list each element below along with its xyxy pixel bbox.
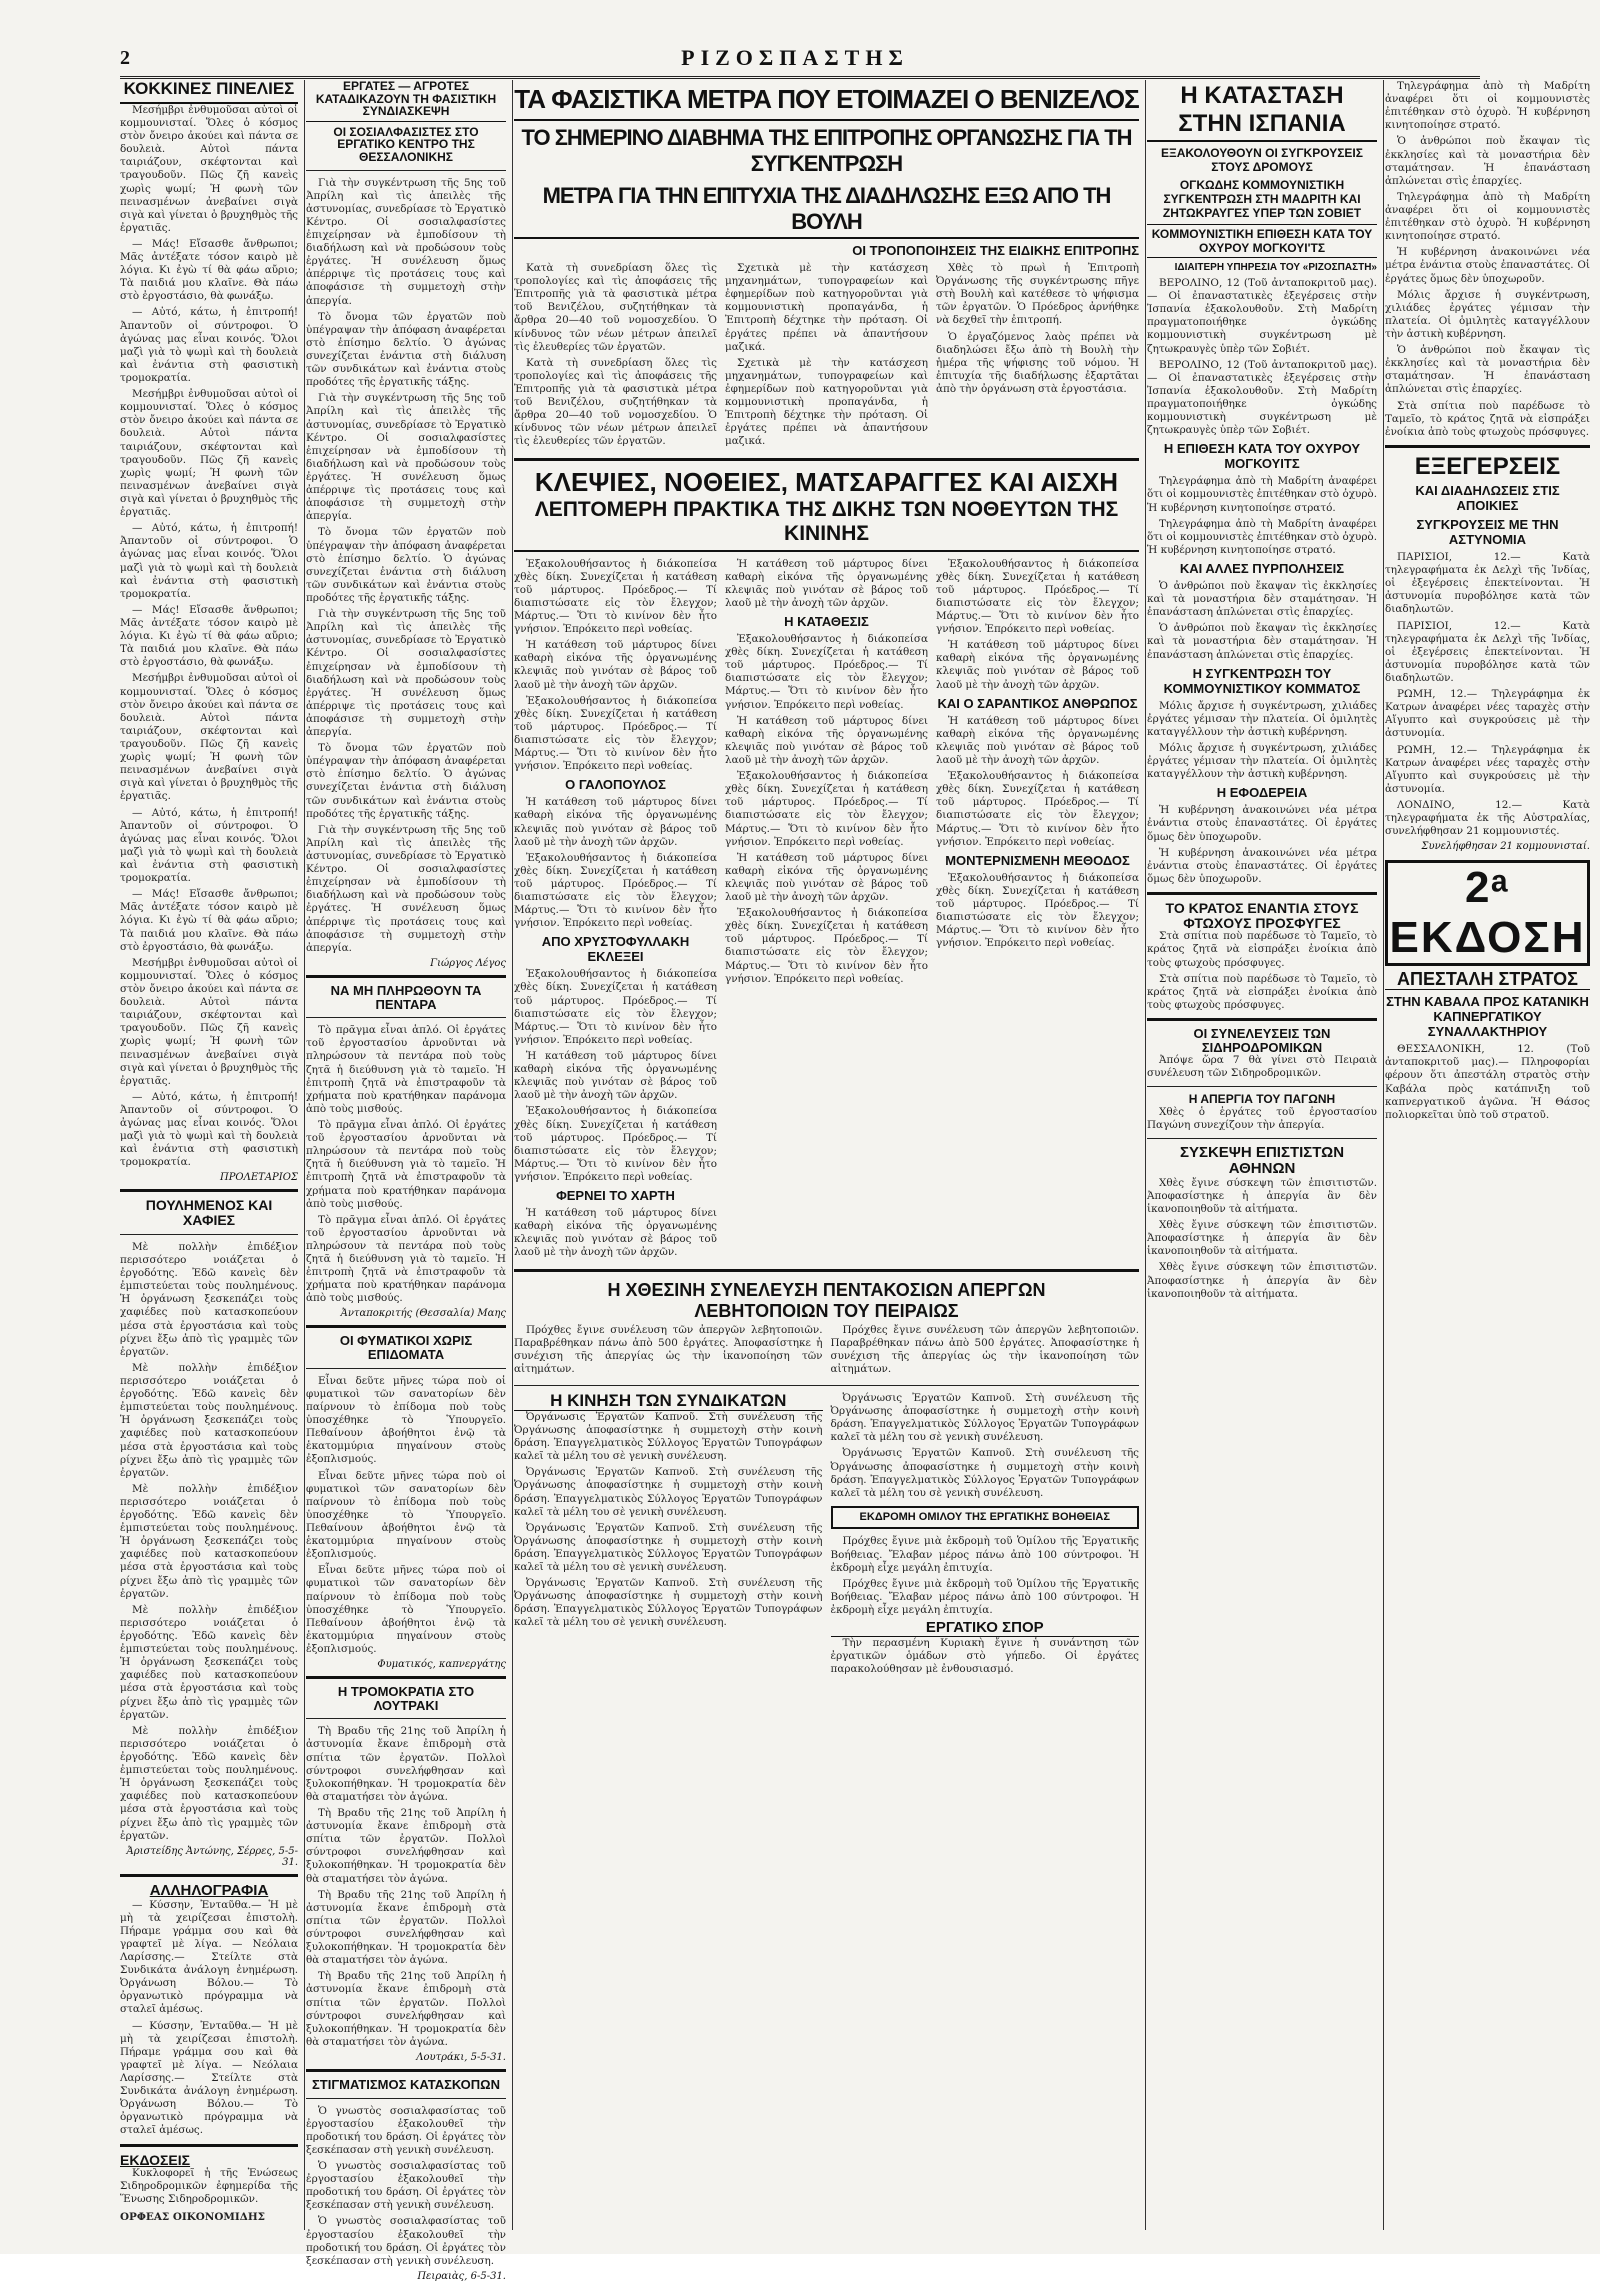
page-number: 2 bbox=[120, 46, 130, 69]
signature-legos: Γιώργος Λέγος bbox=[430, 957, 506, 969]
headline-ekdromi: ΕΚΔΡΟΜΗ ΟΜΙΛΟΥ ΤΗΣ ΕΡΓΑΤΙΚΗΣ ΒΟΗΘΕΙΑΣ bbox=[831, 1506, 1140, 1530]
headline-pentara: ΝΑ ΜΗ ΠΛΗΡΩΘΟΥΝ ΤΑ ΠΕΝΤΑΡΑ bbox=[330, 982, 482, 1012]
column-1 bbox=[120, 80, 305, 2230]
subhead-sygkrouseis: ΕΞΑΚΟΛΟΥΘΟΥΝ ΟΙ ΣΥΓΚΡΟΥΣΕΙΣ ΣΤΟΥΣ ΔΡΟΜΟΥΣ bbox=[1161, 146, 1363, 174]
signature-aristeidis: Ἀριστείδης Ἀντώνης, Σέρρες, 5-5-31. bbox=[126, 1845, 298, 1868]
subhead-epithesi-mogkouits: ΚΟΜΜΟΥΝΙΣΤΙΚΗ ΕΠΙΘΕΣΗ ΚΑΤΑ ΤΟΥ ΟΧΥΡΟΥ ΜΟΓΚΟΥΙ'ΤΣ bbox=[1147, 224, 1377, 258]
headline-stigmatismos: ΣΤΙΓΜΑΤΙΣΜΟΣ ΚΑΤΑΣΚΟΠΩΝ bbox=[312, 2076, 500, 2092]
headline-apergia-pagoni: Η ΑΠΕΡΓΙΑ ΤΟΥ ΠΑΓΩΝΗ bbox=[1188, 1092, 1336, 1107]
banner-simerino-diavima: ΤΟ ΣΗΜΕΡΙΝΟ ΔΙΑΒΗΜΑ ΤΗΣ ΕΠΙΤΡΟΠΗΣ ΟΡΓΑΝΩΣΗΣ ΓΙΑ ΤΗ ΣΥΓΚΕΝΤΡΩΣΗ bbox=[521, 125, 1132, 176]
headline-ekdoseis: ΕΚΔΟΣΕΙΣ bbox=[120, 2151, 191, 2168]
subhead-galopoulos: Ο ΓΑΛΟΠΟΥΛΟΣ bbox=[565, 777, 666, 793]
headline-ergatiko-spor: ΕΡΓΑΤΙΚΟ ΣΠΟΡ bbox=[831, 1620, 1140, 1637]
headline-kratos-prosfyges: ΤΟ ΚΡΑΤΟΣ ΕΝΑΝΤΙΑ ΣΤΟΥΣ ΦΤΩΧΟΥΣ ΠΡΟΣΦΥΓΕΣ bbox=[1165, 899, 1359, 931]
banner-leptomeri-praktika: ΛΕΠΤΟΜΕΡΗ ΠΡΑΚΤΙΚΑ ΤΗΣ ΔΙΚΗΣ ΤΩΝ ΝΟΘΕΥΤΩΝ ΤΗΣ ΚΙΝΙΝΗΣ bbox=[514, 498, 1139, 552]
subhead-katathesis: Η ΚΑΤΑΘΕΣΙΣ bbox=[784, 613, 869, 629]
headline-fymatikoi: ΟΙ ΦΥΜΑΤΙΚΟΙ ΧΩΡΙΣ ΕΠΙΔΟΜΑΤΑ bbox=[339, 1333, 473, 1363]
signature-loutraki: Λουτράκι, 5-5-31. bbox=[416, 2051, 506, 2063]
edition-banner: 2ᵃ ΕΚΔΟΣΗ bbox=[1385, 860, 1590, 966]
banner-fasistika-metra: ΤΑ ΦΑΣΙΣΤΙΚΑ ΜΕΤΡΑ ΠΟΥ ΕΤΟΙΜΑΖΕΙ Ο ΒΕΝΙΖΕΛΟΣ bbox=[514, 80, 1139, 121]
subhead-apoikies: ΚΑΙ ΔΙΑΔΗΛΩΣΕΙΣ ΣΤΙΣ ΑΠΟΙΚΙΕΣ bbox=[1415, 483, 1560, 514]
article-allilografia: — Κύσσην, Ἐνταῦθα.— Ἡ μὲ μὴ τὰ χειρίζεσαι ἐπιστολὴ. Πήραμε γράμμα σου καὶ θὰ γραφτεῖ μὲ λίγα. — Νεόλαια Λαρίσσης.— Στείλτε στὰ Συνδικάτα ἀνάλογη ἐνημέρωση. Ὀργάνωση Βόλου.— Τὸ ὀργανωτικὸ πρόγραμμα νὰ σταλεῖ ἀμέσως. — Κύσσην, Ἐνταῦθα.— Ἡ μὲ μὴ τὰ χειρίζεσαι ἐπιστολὴ. Πήραμε γράμμα σου καὶ θὰ γραφτεῖ μὲ λίγα. — Νεόλαια Λαρίσσης.— Στείλτε στὰ Συνδικάτα ἀνάλογη ἐνημέρωση. Ὀργάνωση Βόλου.— Τὸ ὀργανωτικὸ πρόγραμμα νὰ σταλεῖ ἀμέσως. bbox=[120, 1898, 298, 2137]
article-ekdoseis: Κυκλοφορεῖ ἡ τῆς Ἑνώσεως Σιδηροδρομικῶν ἐφημερίδα τῆς Ἕνωσης Σιδηροδρομικῶν. bbox=[120, 2167, 298, 2206]
signature-proletarios: ΠΡΟΛΕΤΑΡΙΟΣ bbox=[219, 1172, 298, 1184]
banner-metra-epitychia: ΜΕΤΡΑ ΓΙΑ ΤΗΝ ΕΠΙΤΥΧΙΑ ΤΗΣ ΔΙΑΔΗΛΩΣΗΣ ΕΞΩ ΑΠΟ ΤΗ ΒΟΥΛΗ bbox=[514, 181, 1139, 239]
headline-kokkines: ΚΟΚΚΙΝΕΣ ΠΙΝΕΛΙΕΣ bbox=[120, 80, 298, 104]
subhead-fernei-charti: ΦΕΡΝΕΙ ΤΟ ΧΑΡΤΗ bbox=[556, 1188, 675, 1204]
subhead-astynomia: ΣΥΓΚΡΟΥΣΕΙΣ ΜΕ ΤΗΝ ΑΣΤΥΝΟΜΙΑ bbox=[1416, 517, 1559, 548]
article-fymatikoi: Εἶναι δεῦτε μῆνες τώρα ποὺ οἱ φυματικοὶ τῶν σανατορίων δὲν παίρνουν τὸ ἐπίδομα ποὺ τοὺς ὑποσχέθηκε τὸ Ὑπουργεῖο. Πεθαίνουν ἀβοήθητοι ἐνῷ τὰ ἑκατομμύρια πηγαίνουν στοὺς ἐξοπλισμούς. Εἶναι δεῦτε μῆνες τώρα ποὺ οἱ φυματικοὶ τῶν σανατορίων δὲν παίρνουν τὸ ἐπίδομα ποὺ τοὺς ὑποσχέθηκε τὸ Ὑπουργεῖο. Πεθαίνουν ἀβοήθητοι ἐνῷ τὰ ἑκατομμύρια πηγαίνουν στοὺς ἐξοπλισμούς. Εἶναι δεῦτε μῆνες τώρα ποὺ οἱ φυματικοὶ τῶν σανατορίων δὲν παίρνουν τὸ ἐπίδομα ποὺ τοὺς ὑποσχέθηκε τὸ Ὑπουργεῖο. Πεθαίνουν ἀβοήθητοι ἐνῷ τὰ ἑκατομμύρια πηγαίνουν στοὺς ἐξοπλισμούς. bbox=[306, 1374, 506, 1655]
article-poulimenos: Μὲ πολλὴν ἐπιδέξιον περισσότερο νοιάζεται ὁ ἐργοδότης. Ἐδῶ κανεὶς δὲν ἐμπιστεύεται τοὺς πουλημένους. Ἡ ὀργάνωση ξεσκεπάζει τοὺς χαφιέδες ποὺ κατασκοπεύουν μέσα στὰ ἐργοστάσια καὶ τοὺς ρίχνει ἔξω ἀπὸ τὶς γραμμὲς τῶν ἐργατῶν. Μὲ πολλὴν ἐπιδέξιον περισσότερο νοιάζεται ὁ ἐργοδότης. Ἐδῶ κανεὶς δὲν ἐμπιστεύεται τοὺς πουλημένους. Ἡ ὀργάνωση ξεσκεπάζει τοὺς χαφιέδες ποὺ κατασκοπεύουν μέσα στὰ ἐργοστάσια καὶ τοὺς ρίχνει ἔξω ἀπὸ τὶς γραμμὲς τῶν ἐργατῶν. Μὲ πολλὴν ἐπιδέξιον περισσότερο νοιάζεται ὁ ἐργοδότης. Ἐδῶ κανεὶς δὲν ἐμπιστεύεται τοὺς πουλημένους. Ἡ ὀργάνωση ξεσκεπάζει τοὺς χαφιέδες ποὺ κατασκοπεύουν μέσα στὰ ἐργοστάσια καὶ τοὺς ρίχνει ἔξω ἀπὸ τὶς γραμμὲς τῶν ἐργατῶν. Μὲ πολλὴν ἐπιδέξιον περισσότερο νοιάζεται ὁ ἐργοδότης. Ἐδῶ κανεὶς δὲν ἐμπιστεύεται τοὺς πουλημένους. Ἡ ὀργάνωση ξεσκεπάζει τοὺς χαφιέδες ποὺ κατασκοπεύουν μέσα στὰ ἐργοστάσια καὶ τοὺς ρίχνει ἔξω ἀπὸ τὶς γραμμὲς τῶν ἐργατῶν. Μὲ πολλὴν ἐπιδέξιον περισσότερο νοιάζεται ὁ ἐργοδότης. Ἐδῶ κανεὶς δὲν ἐμπιστεύεται τοὺς πουλημένους. Ἡ ὀργάνωση ξεσκεπάζει τοὺς χαφιέδες ποὺ κατασκοπεύουν μέσα στὰ ἐργοστάσια καὶ τοὺς ρίχνει ἔξω ἀπὸ τὶς γραμμὲς τῶν ἐργατῶν. bbox=[120, 1240, 298, 1842]
subhead-synkentrosi-kommatos: Η ΣΥΓΚΕΝΤΡΩΣΗ ΤΟΥ ΚΟΜΜΟΥΝΙΣΤΙΚΟΥ ΚΟΜΜΑΤΟΣ bbox=[1163, 665, 1361, 696]
article-stigmatismos: Ὁ γνωστὸς σοσιαλφασίστας τοῦ ἐργοστασίου ἐξακολουθεῖ τὴν προδοτική του δράση. Οἱ ἐργάτες τὸν ξεσκέπασαν στὴ γενικὴ συνέλευση. Ὁ γνωστὸς σοσιαλφασίστας τοῦ ἐργοστασίου ἐξακολουθεῖ τὴν προδοτική του δράση. Οἱ ἐργάτες τὸν ξεσκέπασαν στὴ γενικὴ συνέλευση. Ὁ γνωστὸς σοσιαλφασίστας τοῦ ἐργοστασίου ἐξακολουθεῖ τὴν προδοτική του δράση. Οἱ ἐργάτες τὸν ξεσκέπασαν στὴ γενικὴ συνέλευση. bbox=[306, 2104, 506, 2267]
column-4: Η ΚΑΤΑΣΤΑΣΗ ΣΤΗΝ ΙΣΠΑΝΙΑ ΕΞΑΚΟΛΟΥΘΟΥΝ ΟΙ ΣΥΓΚΡΟΥΣΕΙΣ ΣΤΟΥΣ ΔΡΟΜΟΥΣ ΟΓΚΩΔΗΣ ΚΟΜΜΟΥΝΙΣΤΙΚΗ ΣΥΓΚΕΝΤΡΩΣΗ ΣΤΗ ΜΑΔΡΙΤΗ ΚΑΙ ΖΗΤΩΚΡΑΥΓΕΣ ΥΠΕΡ ΤΩΝ ΣΟΒΙΕΤ ΚΟΜΜΟΥΝΙΣΤΙΚΗ ΕΠΙΘΕΣΗ ΚΑΤΑ ΤΟΥ ΟΧΥΡΟΥ ΜΟΓΚΟΥΙ'ΤΣ ΙΔΙΑΙΤΕΡΗ ΥΠΗΡΕΣΙΑ ΤΟΥ «ΡΙΖΟΣΠΑΣΤΗ» ΒΕΡΟΛΙΝΟ, 12 (Τοῦ ἀνταποκριτοῦ μας).— Οἱ ἐπαναστατικὲς ἐξεγέρσεις στὴν Ἰσπανία ἐξακολουθοῦν. Στὴ Μαδρίτη πραγματοποιήθηκε ὀγκώδης κομμουνιστικὴ συγκέντρωση μὲ ζητωκραυγὲς ὑπὲρ τῶν Σοβιέτ. ΒΕΡΟΛΙΝΟ, 12 (Τοῦ ἀνταποκριτοῦ μας).— Οἱ ἐπαναστατικὲς ἐξεγέρσεις στὴν Ἰσπανία ἐξακολουθοῦν. Στὴ Μαδρίτη πραγματοποιήθηκε ὀγκώδης κομμουνιστικὴ συγκέντρωση μὲ ζητωκραυγὲς ὑπὲρ τῶν Σοβιέτ. Η ΕΠΙΘΕΣΗ ΚΑΤΑ ΤΟΥ ΟΧΥΡΟΥ ΜΟΓΚΟΥΙΤΣ Τηλεγράφημα ἀπὸ τὴ Μαδρίτη ἀναφέρει ὅτι οἱ κομμουνιστὲς ἐπιτέθηκαν στὸ ὀχυρὸ. Ἡ κυβέρνηση κινητοποίησε στρατό. Τηλεγράφημα ἀπὸ τὴ Μαδρίτη ἀναφέρει ὅτι οἱ κομμουνιστὲς ἐπιτέθηκαν στὸ ὀχυρὸ. Ἡ κυβέρνηση κινητοποίησε στρατό. ΚΑΙ ΑΛΛΕΣ ΠΥΡΠΟΛΗΣΕΙΣ Ὁ ἀνθρώποι ποὺ ἔκαψαν τὶς ἐκκλησίες καὶ τὰ μοναστήρια δὲν σταμάτησαν. Ἡ ἐπανάσταση ἁπλώνεται στὶς ἐπαρχίες. Ὁ ἀνθρώποι ποὺ ἔκαψαν τὶς ἐκκλησίες καὶ τὰ μοναστήρια δὲν σταμάτησαν. Ἡ ἐπανάσταση ἁπλώνεται στὶς ἐπαρχίες. Η ΣΥΓΚΕΝΤΡΩΣΗ ΤΟΥ ΚΟΜΜΟΥΝΙΣΤΙΚΟΥ ΚΟΜΜΑΤΟΣ Μόλις ἄρχισε ἡ συγκέντρωση, χιλιάδες ἐργάτες γέμισαν τὴν πλατεία. Οἱ ὁμιλητὲς καταγγέλλουν τὴν ἀστικὴ κυβέρνηση. Μόλις ἄρχισε ἡ συγκέντρωση, χιλιάδες ἐργάτες γέμισαν τὴν πλατεία. Οἱ ὁμιλητὲς καταγγέλλουν τὴν ἀστικὴ κυβέρνηση. Η ΕΦΟΔΕΡΕΙΑ Ἡ κυβέρνηση ἀνακοινώνει νέα μέτρα ἐνάντια στοὺς ἐπαναστάτες. Οἱ ἐργάτες ὅμως δὲν ὑποχωροῦν. Ἡ κυβέρνηση ἀνακοινώνει νέα μέτρα ἐνάντια στοὺς ἐπαναστάτες. Οἱ ἐργάτες ὅμως δὲν ὑποχωροῦν. ΤΟ ΚΡΑΤΟΣ ΕΝΑΝΤΙΑ ΣΤΟΥΣ ΦΤΩΧΟΥΣ ΠΡΟΣΦΥΓΕΣ Στὰ σπίτια ποὺ παρέδωσε τὸ Ταμεῖο, τὸ κράτος ζητᾶ νὰ εἰσπράξει ἐνοίκια ἀπὸ τοὺς φτωχοὺς πρόσφυγες. Στὰ σπίτια ποὺ παρέδωσε τὸ Ταμεῖο, τὸ κράτος ζητᾶ νὰ εἰσπράξει ἐνοίκια ἀπὸ τοὺς φτωχοὺς πρόσφυγες. ΟΙ ΣΥΝΕΛΕΥΣΕΙΣ ΤΩΝ ΣΙΔΗΡΟΔΡΟΜΙΚΩΝ Ἀπόψε ὥρα 7 θὰ γίνει στὸ Πειραιὰ συνέλευση τῶν Σιδηροδρομικῶν. Η ΑΠΕΡΓΙΑ ΤΟΥ ΠΑΓΩΝΗ Χθὲς ὁ ἐργάτες τοῦ ἐργοστασίου Παγώνη συνεχίζουν τὴν ἀπεργία. ΣΥΣΚΕΨΗ ΕΠΙΣΤΙΣΤΩΝ ΑΘΗΝΩΝ Χθὲς ἔγινε σύσκεψη τῶν ἐπισιτιστῶν. Ἀποφασίστηκε ἡ ἀπεργία ἂν δὲν ἱκανοποιηθοῦν τὰ αἰτήματα. Χθὲς ἔγινε σύσκεψη τῶν ἐπισιτιστῶν. Ἀποφασίστηκε ἡ ἀπεργία ἂν δὲν ἱκανοποιηθοῦν τὰ αἰτήματα. Χθὲς ἔγινε σύσκεψη τῶν ἐπισιτιστῶν. Ἀποφασίστηκε ἡ ἀπεργία ἂν δὲν ἱκανοποιηθοῦν τὰ αἰτήματα. bbox=[1147, 80, 1384, 2230]
banner-ispania: Η ΚΑΤΑΣΤΑΣΗ ΣΤΗΝ ΙΣΠΑΝΙΑ bbox=[1147, 80, 1377, 142]
article-tromokratia: Τὴ Βραδυ τῆς 21ης τοῦ Ἀπρίλη ἡ ἀστυνομία ἔκανε ἐπιδρομὴ στὰ σπίτια τῶν ἐργατῶν. Πολλοὶ σύντροφοι συνελήφθησαν καὶ ξυλοκοπήθηκαν. Ἡ τρομοκρατία δὲν θὰ σταματήσει τὸν ἀγώνα. Τὴ Βραδυ τῆς 21ης τοῦ Ἀπρίλη ἡ ἀστυνομία ἔκανε ἐπιδρομὴ στὰ σπίτια τῶν ἐργατῶν. Πολλοὶ σύντροφοι συνελήφθησαν καὶ ξυλοκοπήθηκαν. Ἡ τρομοκρατία δὲν θὰ σταματήσει τὸν ἀγώνα. Τὴ Βραδυ τῆς 21ης τοῦ Ἀπρίλη ἡ ἀστυνομία ἔκανε ἐπιδρομὴ στὰ σπίτια τῶν ἐργατῶν. Πολλοὶ σύντροφοι συνελήφθησαν καὶ ξυλοκοπήθηκαν. Ἡ τρομοκρατία δὲν θὰ σταματήσει τὸν ἀγώνα. Τὴ Βραδυ τῆς 21ης τοῦ Ἀπρίλη ἡ ἀστυνομία ἔκανε ἐπιδρομὴ στὰ σπίτια τῶν ἐργατῶν. Πολλοὶ σύντροφοι συνελήφθησαν καὶ ξυλοκοπήθηκαν. Ἡ τρομοκρατία δὲν θὰ σταματήσει τὸν ἀγώνα. bbox=[306, 1725, 506, 2048]
banner-synelefsi-pentakosion: Η ΧΘΕΣΙΝΗ ΣΥΝΕΛΕΥΣΗ ΠΕΝΤΑΚΟΣΙΩΝ ΑΠΕΡΓΩΝ ΛΕΒΗΤΟΠΟΙΩΝ ΤΟΥ ΠΕΙΡΑΙΩΣ bbox=[607, 1279, 1046, 1321]
column-5: Τηλεγράφημα ἀπὸ τὴ Μαδρίτη ἀναφέρει ὅτι οἱ κομμουνιστὲς ἐπιτέθηκαν στὸ ὀχυρὸ. Ἡ κυβέρνηση κινητοποίησε στρατό. Ὁ ἀνθρώποι ποὺ ἔκαψαν τὶς ἐκκλησίες καὶ τὰ μοναστήρια δὲν σταμάτησαν. Ἡ ἐπανάσταση ἁπλώνεται στὶς ἐπαρχίες. Τηλεγράφημα ἀπὸ τὴ Μαδρίτη ἀναφέρει ὅτι οἱ κομμουνιστὲς ἐπιτέθηκαν στὸ ὀχυρὸ. Ἡ κυβέρνηση κινητοποίησε στρατό. Ἡ κυβέρνηση ἀνακοινώνει νέα μέτρα ἐνάντια στοὺς ἐπαναστάτες. Οἱ ἐργάτες ὅμως δὲν ὑποχωροῦν. Μόλις ἄρχισε ἡ συγκέντρωση, χιλιάδες ἐργάτες γέμισαν τὴν πλατεία. Οἱ ὁμιλητὲς καταγγέλλουν τὴν ἀστικὴ κυβέρνηση. Ὁ ἀνθρώποι ποὺ ἔκαψαν τὶς ἐκκλησίες καὶ τὰ μοναστήρια δὲν σταμάτησαν. Ἡ ἐπανάσταση ἁπλώνεται στὶς ἐπαρχίες. Στὰ σπίτια ποὺ παρέδωσε τὸ Ταμεῖο, τὸ κράτος ζητᾶ νὰ εἰσπράξει ἐνοίκια ἀπὸ τοὺς φτωχοὺς πρόσφυγες. ΕΞΕΓΕΡΣΕΙΣ ΚΑΙ ΔΙΑΔΗΛΩΣΕΙΣ ΣΤΙΣ ΑΠΟΙΚΙΕΣ ΣΥΓΚΡΟΥΣΕΙΣ ΜΕ ΤΗΝ ΑΣΤΥΝΟΜΙΑ ΠΑΡΙΣΙΟΙ, 12.— Κατὰ τηλεγραφήματα ἐκ Δελχὶ τῆς Ἰνδίας, οἱ ἐξεγέρσεις ἐπεκτείνονται. Ἡ ἀστυνομία πυροβόλησε κατὰ τῶν διαδηλωτῶν. ΠΑΡΙΣΙΟΙ, 12.— Κατὰ τηλεγραφήματα ἐκ Δελχὶ τῆς Ἰνδίας, οἱ ἐξεγέρσεις ἐπεκτείνονται. Ἡ ἀστυνομία πυροβόλησε κατὰ τῶν διαδηλωτῶν. ΡΩΜΗ, 12.— Τηλεγράφημα ἐκ Κατρων ἀναφέρει νέες ταραχὲς στὴν Αἴγυπτο καὶ συγκρούσεις μὲ τὴν ἀστυνομία. ΡΩΜΗ, 12.— Τηλεγράφημα ἐκ Κατρων ἀναφέρει νέες ταραχὲς στὴν Αἴγυπτο καὶ συγκρούσεις μὲ τὴν ἀστυνομία. ΛΟΝΔΙΝΟ, 12.— Κατὰ τηλεγραφήματα ἐκ τῆς Αὐστραλίας, συνελήφθησαν 21 κομμουνιστές. Συνελήφθησαν 21 κομμουνισταί. 2ᵃ ΕΚΔΟΣΗ ΑΠΕΣΤΑΛΗ ΣΤΡΑΤΟΣ ΣΤΗΝ ΚΑΒΑΛΑ ΠΡΟΣ ΚΑΤΑΝΙΚΗ ΚΑΠΝΕΡΓΑΤΙΚΟΥ ΣΥΝΑΛΛΑΚΤΗΡΙΟΥ ΘΕΣΣΑΛΟΝΙΚΗ, 12. (Τοῦ ἀνταποκριτοῦ μας).— Πληροφορίαι φέρουν ὅτι ἀπεστάλη στρατὸς στὴν Καβάλα πρὸς κατάπνιξη τοῦ καπνεργατικοῦ ἀγῶνα. Ἡ Θάσος πολιορκεῖται ὑπὸ τοῦ στρατοῦ. bbox=[1385, 80, 1590, 1121]
masthead bbox=[120, 40, 1480, 79]
column-3: ΤΑ ΦΑΣΙΣΤΙΚΑ ΜΕΤΡΑ ΠΟΥ ΕΤΟΙΜΑΖΕΙ Ο ΒΕΝΙΖΕΛΟΣ ΤΟ ΣΗΜΕΡΙΝΟ ΔΙΑΒΗΜΑ ΤΗΣ ΕΠΙΤΡΟΠΗΣ ΟΡΓΑΝΩΣΗΣ ΓΙΑ ΤΗ ΣΥΓΚΕΝΤΡΩΣΗ ΜΕΤΡΑ ΓΙΑ ΤΗΝ ΕΠΙΤΥΧΙΑ ΤΗΣ ΔΙΑΔΗΛΩΣΗΣ ΕΞΩ ΑΠΟ ΤΗ ΒΟΥΛΗ ΟΙ ΤΡΟΠΟΠΟΙΗΣΕΙΣ ΤΗΣ ΕΙΔΙΚΗΣ ΕΠΙΤΡΟΠΗΣ Κατὰ τὴ συνεδρίαση ὅλες τὶς τροπολογίες καὶ τὶς ἀποφάσεις τῆς Ἐπιτροπῆς γιὰ τὰ φασιστικὰ μέτρα τοῦ Βενιζέλου, συζητήθηκαν τὰ ἄρθρα 20—40 τοῦ νομοσχεδίου. Ὁ κίνδυνος τῶν νέων μέτρων ἀπειλεῖ τὶς ἐλευθερίες τῶν ἐργατῶν. Κατὰ τὴ συνεδρίαση ὅλες τὶς τροπολογίες καὶ τὶς ἀποφάσεις τῆς Ἐπιτροπῆς γιὰ τὰ φασιστικὰ μέτρα τοῦ Βενιζέλου, συζητήθηκαν τὰ ἄρθρα 20—40 τοῦ νομοσχεδίου. Ὁ κίνδυνος τῶν νέων μέτρων ἀπειλεῖ τὶς ἐλευθερίες τῶν ἐργατῶν. Σχετικὰ μὲ τὴν κατάσχεση μηχανημάτων, τυπογραφείων καὶ ἐφημερίδων ποὺ κατηγοροῦνται γιὰ κομμουνιστικὴ προπαγάνδα, ἡ Ἐπιτροπὴ δέχτηκε τὴν πρόταση. Οἱ ἐργάτες πρέπει νὰ ἀπαντήσουν μαζικά. Σχετικὰ μὲ τὴν κατάσχεση μηχανημάτων, τυπογραφείων καὶ ἐφημερίδων ποὺ κατηγοροῦνται γιὰ κομμουνιστικὴ προπαγάνδα, ἡ Ἐπιτροπὴ δέχτηκε τὴν πρόταση. Οἱ ἐργάτες πρέπει νὰ ἀπαντήσουν μαζικά. Χθὲς τὸ πρωὶ ἡ Ἐπιτροπὴ Ὀργάνωσης τῆς συγκέντρωσης πῆγε στὴ Βουλὴ καὶ κατέθεσε τὸ ψήφισμα τῶν ἐργατῶν. Ὁ Πρόεδρος ἀρνήθηκε νὰ δεχθεῖ τὴν ἐπιτροπή. Ὁ ἐργαζόμενος λαὸς πρέπει νὰ διαδηλώσει ἔξω ἀπὸ τὴ Βουλὴ τὴν ἡμέρα τῆς ψήφισης τοῦ νόμου. Ἡ ἐπιτυχία τῆς διαδήλωσης ἐξαρτᾶται ἀπὸ τὴν ὀργάνωση στὰ ἐργοστάσια. ΚΛΕΨΙΕΣ, ΝΟΘΕΙΕΣ, ΜΑΤΣΑΡΑΓΓΕΣ ΚΑΙ ΑΙΣΧΗ ΛΕΠΤΟΜΕΡΗ ΠΡΑΚΤΙΚΑ ΤΗΣ ΔΙΚΗΣ ΤΩΝ ΝΟΘΕΥΤΩΝ ΤΗΣ ΚΙΝΙΝΗΣ Ἐξακολουθήσαντος ἡ διάκοπείσα χθὲς δίκη. Συνεχίζεται ἡ κατάθεση τοῦ μάρτυρος. Πρόεδρος.— Τί διαπιστώσατε εἰς τὸν ἔλεγχον; Μάρτυς.— Ὅτι τὸ κινίνον δὲν ἦτο γνήσιον. Ἐπρόκειτο περὶ νοθείας. Ἡ κατάθεση τοῦ μάρτυρος δίνει καθαρὴ εἰκόνα τῆς ὀργανωμένης κλεψιᾶς ποὺ γινόταν σὲ βάρος τοῦ λαοῦ μὲ τὴν ἀνοχὴ τῶν ἀρχῶν. Ἐξακολουθήσαντος ἡ διάκοπείσα χθὲς δίκη. Συνεχίζεται ἡ κατάθεση τοῦ μάρτυρος. Πρόεδρος.— Τί διαπιστώσατε εἰς τὸν ἔλεγχον; Μάρτυς.— Ὅτι τὸ κινίνον δὲν ἦτο γνήσιον. Ἐπρόκειτο περὶ νοθείας. Ο ΓΑΛΟΠΟΥΛΟΣ Ἡ κατάθεση τοῦ μάρτυρος δίνει καθαρὴ εἰκόνα τῆς ὀργανωμένης κλεψιᾶς ποὺ γινόταν σὲ βάρος τοῦ λαοῦ μὲ τὴν ἀνοχὴ τῶν ἀρχῶν. Ἐξακολουθήσαντος ἡ διάκοπείσα χθὲς δίκη. Συνεχίζεται ἡ κατάθεση τοῦ μάρτυρος. Πρόεδρος.— Τί διαπιστώσατε εἰς τὸν ἔλεγχον; Μάρτυς.— Ὅτι τὸ κινίνον δὲν ἦτο γνήσιον. Ἐπρόκειτο περὶ νοθείας. ΑΠΟ ΧΡΥΣΤΟΦΥΛΛΑΚΗ ΕΚΛΕΞΕΙ Ἐξακολουθήσαντος ἡ διάκοπείσα χθὲς δίκη. Συνεχίζεται ἡ κατάθεση τοῦ μάρτυρος. Πρόεδρος.— Τί διαπιστώσατε εἰς τὸν ἔλεγχον; Μάρτυς.— Ὅτι τὸ κινίνον δὲν ἦτο γνήσιον. Ἐπρόκειτο περὶ νοθείας. Ἡ κατάθεση τοῦ μάρτυρος δίνει καθαρὴ εἰκόνα τῆς ὀργανωμένης κλεψιᾶς ποὺ γινόταν σὲ βάρος τοῦ λαοῦ μὲ τὴν ἀνοχὴ τῶν ἀρχῶν. Ἐξακολουθήσαντος ἡ διάκοπείσα χθὲς δίκη. Συνεχίζεται ἡ κατάθεση τοῦ μάρτυρος. Πρόεδρος.— Τί διαπιστώσατε εἰς τὸν ἔλεγχον; Μάρτυς.— Ὅτι τὸ κινίνον δὲν ἦτο γνήσιον. Ἐπρόκειτο περὶ νοθείας. ΦΕΡΝΕΙ ΤΟ ΧΑΡΤΗ Ἡ κατάθεση τοῦ μάρτυρος δίνει καθαρὴ εἰκόνα τῆς ὀργανωμένης κλεψιᾶς ποὺ γινόταν σὲ βάρος τοῦ λαοῦ μὲ τὴν ἀνοχὴ τῶν ἀρχῶν. Ἡ κατάθεση τοῦ μάρτυρος δίνει καθαρὴ εἰκόνα τῆς ὀργανωμένης κλεψιᾶς ποὺ γινόταν σὲ βάρος τοῦ λαοῦ μὲ τὴν ἀνοχὴ τῶν ἀρχῶν. Η ΚΑΤΑΘΕΣΙΣ Ἐξακολουθήσαντος ἡ διάκοπείσα χθὲς δίκη. Συνεχίζεται ἡ κατάθεση τοῦ μάρτυρος. Πρόεδρος.— Τί διαπιστώσατε εἰς τὸν ἔλεγχον; Μάρτυς.— Ὅτι τὸ κινίνον δὲν ἦτο γνήσιον. Ἐπρόκειτο περὶ νοθείας. Ἡ κατάθεση τοῦ μάρτυρος δίνει καθαρὴ εἰκόνα τῆς ὀργανωμένης κλεψιᾶς ποὺ γινόταν σὲ βάρος τοῦ λαοῦ μὲ τὴν ἀνοχὴ τῶν ἀρχῶν. Ἐξακολουθήσαντος ἡ διάκοπείσα χθὲς δίκη. Συνεχίζεται ἡ κατάθεση τοῦ μάρτυρος. Πρόεδρος.— Τί διαπιστώσατε εἰς τὸν ἔλεγχον; Μάρτυς.— Ὅτι τὸ κινίνον δὲν ἦτο γνήσιον. Ἐπρόκειτο περὶ νοθείας. Ἡ κατάθεση τοῦ μάρτυρος δίνει καθαρὴ εἰκόνα τῆς ὀργανωμένης κλεψιᾶς ποὺ γινόταν σὲ βάρος τοῦ λαοῦ μὲ τὴν ἀνοχὴ τῶν ἀρχῶν. Ἐξακολουθήσαντος ἡ διάκοπείσα χθὲς δίκη. Συνεχίζεται ἡ κατάθεση τοῦ μάρτυρος. Πρόεδρος.— Τί διαπιστώσατε εἰς τὸν ἔλεγχον; Μάρτυς.— Ὅτι τὸ κινίνον δὲν ἦτο γνήσιον. Ἐπρόκειτο περὶ νοθείας. Ἐξακολουθήσαντος ἡ διάκοπείσα χθὲς δίκη. Συνεχίζεται ἡ κατάθεση τοῦ μάρτυρος. Πρόεδρος.— Τί διαπιστώσατε εἰς τὸν ἔλεγχον; Μάρτυς.— Ὅτι τὸ κινίνον δὲν ἦτο γνήσιον. Ἐπρόκειτο περὶ νοθείας. Ἡ κατάθεση τοῦ μάρτυρος δίνει καθαρὴ εἰκόνα τῆς ὀργανωμένης κλεψιᾶς ποὺ γινόταν σὲ βάρος τοῦ λαοῦ μὲ τὴν ἀνοχὴ τῶν ἀρχῶν. ΚΑΙ Ο ΣΑΡΑΝΤΙΚΟΣ ΑΝΘΡΩΠΟΣ Ἡ κατάθεση τοῦ μάρτυρος δίνει καθαρὴ εἰκόνα τῆς ὀργανωμένης κλεψιᾶς ποὺ γινόταν σὲ βάρος τοῦ λαοῦ μὲ τὴν ἀνοχὴ τῶν ἀρχῶν. Ἐξακολουθήσαντος ἡ διάκοπείσα χθὲς δίκη. Συνεχίζεται ἡ κατάθεση τοῦ μάρτυρος. Πρόεδρος.— Τί διαπιστώσατε εἰς τὸν ἔλεγχον; Μάρτυς.— Ὅτι τὸ κινίνον δὲν ἦτο γνήσιον. Ἐπρόκειτο περὶ νοθείας. ΜΟΝΤΕΡΝΙΣΜΕΝΗ ΜΕΘΟΔΟΣ Ἐξακολουθήσαντος ἡ διάκοπείσα χθὲς δίκη. Συνεχίζεται ἡ κατάθεση τοῦ μάρτυρος. Πρόεδρος.— Τί διαπιστώσατε εἰς τὸν ἔλεγχον; Μάρτυς.— Ὅτι τὸ κινίνον δὲν ἦτο γνήσιον. Ἐπρόκειτο περὶ νοθείας. Η ΧΘΕΣΙΝΗ ΣΥΝΕΛΕΥΣΗ ΠΕΝΤΑΚΟΣΙΩΝ ΑΠΕΡΓΩΝ ΛΕΒΗΤΟΠΟΙΩΝ ΤΟΥ ΠΕΙΡΑΙΩΣ Πρόχθες ἔγινε συνέλευση τῶν ἀπεργῶν λεβητοποιῶν. Παραβρέθηκαν πάνω ἀπὸ 500 ἐργάτες. Ἀποφασίστηκε ἡ συνέχιση τῆς ἀπεργίας ὡς τὴν ἱκανοποίηση τῶν αἰτημάτων. Πρόχθες ἔγινε συνέλευση τῶν ἀπεργῶν λεβητοποιῶν. Παραβρέθηκαν πάνω ἀπὸ 500 ἐργάτες. Ἀποφασίστηκε ἡ συνέχιση τῆς ἀπεργίας ὡς τὴν ἱκανοποίηση τῶν αἰτημάτων. Η ΚΙΝΗΣΗ ΤΩΝ ΣΥΝΔΙΚΑΤΩΝ Ὀργάνωσις Ἐργατῶν Καπνοῦ. Στὴ συνέλευση τῆς Ὀργάνωσης ἀποφασίστηκε ἡ συμμετοχὴ στὴν κοινὴ δράση. Ἐπαγγελματικὸς Σύλλογος Ἐργατῶν Τυπογράφων καλεῖ τὰ μέλη του σὲ γενικὴ συνέλευση. Ὀργάνωσις Ἐργατῶν Καπνοῦ. Στὴ συνέλευση τῆς Ὀργάνωσης ἀποφασίστηκε ἡ συμμετοχὴ στὴν κοινὴ δράση. Ἐπαγγελματικὸς Σύλλογος Ἐργατῶν Τυπογράφων καλεῖ τὰ μέλη του σὲ γενικὴ συνέλευση. Ὀργάνωσις Ἐργατῶν Καπνοῦ. Στὴ συνέλευση τῆς Ὀργάνωσης ἀποφασίστηκε ἡ συμμετοχὴ στὴν κοινὴ δράση. Ἐπαγγελματικὸς Σύλλογος Ἐργατῶν Τυπογράφων καλεῖ τὰ μέλη του σὲ γενικὴ συνέλευση. Ὀργάνωσις Ἐργατῶν Καπνοῦ. Στὴ συνέλευση τῆς Ὀργάνωσης ἀποφασίστηκε ἡ συμμετοχὴ στὴν κοινὴ δράση. Ἐπαγγελματικὸς Σύλλογος Ἐργατῶν Τυπογράφων καλεῖ τὰ μέλη του σὲ γενικὴ συνέλευση. Ὀργάνωσις Ἐργατῶν Καπνοῦ. Στὴ συνέλευση τῆς Ὀργάνωσης ἀποφασίστηκε ἡ συμμετοχὴ στὴν κοινὴ δράση. Ἐπαγγελματικὸς Σύλλογος Ἐργατῶν Τυπογράφων καλεῖ τὰ μέλη του σὲ γενικὴ συνέλευση. Ὀργάνωσις Ἐργατῶν Καπνοῦ. Στὴ συνέλευση τῆς Ὀργάνωσης ἀποφασίστηκε ἡ συμμετοχὴ στὴν κοινὴ δράση. Ἐπαγγελματικὸς Σύλλογος Ἐργατῶν Τυπογράφων καλεῖ τὰ μέλη του σὲ γενικὴ συνέλευση. ΕΚΔΡΟΜΗ ΟΜΙΛΟΥ ΤΗΣ ΕΡΓΑΤΙΚΗΣ ΒΟΗΘΕΙΑΣ Πρόχθες ἔγινε μιὰ ἐκδρομὴ τοῦ Ὁμίλου τῆς Ἐργατικῆς Βοήθειας. Ἔλαβαν μέρος πάνω ἀπὸ 100 σύντροφοι. Ἡ ἐκδρομὴ εἶχε μεγάλη ἐπιτυχία. Πρόχθες ἔγινε μιὰ ἐκδρομὴ τοῦ Ὁμίλου τῆς Ἐργατικῆς Βοήθειας. Ἔλαβαν μέρος πάνω ἀπὸ 100 σύντροφοι. Ἡ ἐκδρομὴ εἶχε μεγάλη ἐπιτυχία. ΕΡΓΑΤΙΚΟ ΣΠΟΡ Τὴν περασμένη Κυριακὴ ἔγινε ἡ συνάντηση τῶν ἐργατικῶν ὁμάδων στὸ γήπεδο. Οἱ ἐργάτες παρακολούθησαν μὲ ἐνθουσιασμό. bbox=[514, 80, 1146, 2230]
headline-stratos: ΑΠΕΣΤΑΛΗ ΣΤΡΑΤΟΣ bbox=[1385, 970, 1590, 990]
subhead-tropopoiiseis: ΟΙ ΤΡΟΠΟΠΟΙΗΣΕΙΣ ΤΗΣ ΕΙΔΙΚΗΣ ΕΠΙΤΡΟΠΗΣ bbox=[852, 243, 1139, 258]
signature-maiis: Ἀνταποκριτής (Θεσσαλία) Μαης bbox=[340, 1308, 506, 1320]
signature-synelifthisan: Συνελήφθησαν 21 κομμουνισταί. bbox=[1421, 841, 1590, 853]
headline-tromokratia: Η ΤΡΟΜΟΚΡΑΤΙΑ ΣΤΟ ΛΟΥΤΡΑΚΙ bbox=[337, 1684, 475, 1713]
headline-ergates-agrotes: ΕΡΓΑΤΕΣ — ΑΓΡΟΤΕΣ ΚΑΤΑΔΙΚΑΖΟΥΝ ΤΗ ΦΑΣΙΣΤΙΚΗ ΣΥΝΔΙΑΣΚΕΨΗ bbox=[306, 80, 506, 122]
subhead-sarantikos: ΚΑΙ Ο ΣΑΡΑΝΤΙΚΟΣ ΑΝΘΡΩΠΟΣ bbox=[937, 695, 1138, 711]
article-pentara: Τὸ πρᾶγμα εἶναι ἁπλό. Οἱ ἐργάτες τοῦ ἐργοστασίου ἀρνοῦνται νὰ πληρώσουν τὰ πεντάρα ποὺ τοὺς ζητᾶ ἡ διεύθυνση γιὰ τὸ ταμεῖο. Ἡ ἐπιτροπὴ ζητᾶ νὰ ἐπιστραφοῦν τὰ χρήματα ποὺ κρατήθηκαν παράνομα ἀπὸ τοὺς μισθούς. Τὸ πρᾶγμα εἶναι ἁπλό. Οἱ ἐργάτες τοῦ ἐργοστασίου ἀρνοῦνται νὰ πληρώσουν τὰ πεντάρα ποὺ τοὺς ζητᾶ ἡ διεύθυνση γιὰ τὸ ταμεῖο. Ἡ ἐπιτροπὴ ζητᾶ νὰ ἐπιστραφοῦν τὰ χρήματα ποὺ κρατήθηκαν παράνομα ἀπὸ τοὺς μισθούς. Τὸ πρᾶγμα εἶναι ἁπλό. Οἱ ἐργάτες τοῦ ἐργοστασίου ἀρνοῦνται νὰ πληρώσουν τὰ πεντάρα ποὺ τοὺς ζητᾶ ἡ διεύθυνση γιὰ τὸ ταμεῖο. Ἡ ἐπιτροπὴ ζητᾶ νὰ ἐπιστραφοῦν τὰ χρήματα ποὺ κρατήθηκαν παράνομα ἀπὸ τοὺς μισθούς. bbox=[306, 1024, 506, 1305]
subhead-synkentrosi-madriti: ΟΓΚΩΔΗΣ ΚΟΜΜΟΥΝΙΣΤΙΚΗ ΣΥΓΚΕΝΤΡΩΣΗ ΣΤΗ ΜΑΔΡΙΤΗ ΚΑΙ ΖΗΤΩΚΡΑΥΓΕΣ ΥΠΕΡ ΤΩΝ ΣΟΒΙΕΤ bbox=[1162, 178, 1362, 220]
column-2 bbox=[306, 79, 513, 2282]
article-kokkines: Μεσήμβρι ἐνθυμοῦσαι αὐτοὶ οἱ κομμουνισταί. Ὅλες ὁ κόσμος στὸν ὄνειρο ἀκούει καὶ πάντα σε δουλειὰ. Αὐτοὶ πάντα ταιριάζουν, σκέφτονται καὶ τραγουδοῦν. Πῶς ζῆ κανεὶς χωρὶς ψωμί; Ἡ φωνὴ τῶν πεινασμένων ἀνεβαίνει σιγὰ σιγὰ καὶ γίνεται ὁ βρυχηθμὸς τῆς ἐργατιᾶς. — Μάς! Εἴσασθε ἄνθρωποι; Μᾶς ἀντέξατε τόσον καιρὸ μὲ λόγια. Κι ἐγὼ τί θὰ φάω αὔριο; Τὰ παιδιά μου κλαῖνε. Θὰ πάω στὸ ἐργοστάσιο, θὰ φωνάξω. — Αὐτό, κάτω, ἡ ἐπιτροπή! Ἀπαντοῦν οἱ σύντροφοι. Ὁ ἀγώνας μας εἶναι κοινός. Ὅλοι μαζὶ γιὰ τὸ ψωμὶ καὶ τὴ δουλειὰ καὶ ἐνάντια στὴ φασιστικὴ τρομοκρατία. Μεσήμβρι ἐνθυμοῦσαι αὐτοὶ οἱ κομμουνισταί. Ὅλες ὁ κόσμος στὸν ὄνειρο ἀκούει καὶ πάντα σε δουλειὰ. Αὐτοὶ πάντα ταιριάζουν, σκέφτονται καὶ τραγουδοῦν. Πῶς ζῆ κανεὶς χωρὶς ψωμί; Ἡ φωνὴ τῶν πεινασμένων ἀνεβαίνει σιγὰ σιγὰ καὶ γίνεται ὁ βρυχηθμὸς τῆς ἐργατιᾶς. — Αὐτό, κάτω, ἡ ἐπιτροπή! Ἀπαντοῦν οἱ σύντροφοι. Ὁ ἀγώνας μας εἶναι κοινός. Ὅλοι μαζὶ γιὰ τὸ ψωμὶ καὶ τὴ δουλειὰ καὶ ἐνάντια στὴ φασιστικὴ τρομοκρατία. — Μάς! Εἴσασθε ἄνθρωποι; Μᾶς ἀντέξατε τόσον καιρὸ μὲ λόγια. Κι ἐγὼ τί θὰ φάω αὔριο; Τὰ παιδιά μου κλαῖνε. Θὰ πάω στὸ ἐργοστάσιο, θὰ φωνάξω. Μεσήμβρι ἐνθυμοῦσαι αὐτοὶ οἱ κομμουνισταί. Ὅλες ὁ κόσμος στὸν ὄνειρο ἀκούει καὶ πάντα σε δουλειὰ. Αὐτοὶ πάντα ταιριάζουν, σκέφτονται καὶ τραγουδοῦν. Πῶς ζῆ κανεὶς χωρὶς ψωμί; Ἡ φωνὴ τῶν πεινασμένων ἀνεβαίνει σιγὰ σιγὰ καὶ γίνεται ὁ βρυχηθμὸς τῆς ἐργατιᾶς. — Αὐτό, κάτω, ἡ ἐπιτροπή! Ἀπαντοῦν οἱ σύντροφοι. Ὁ ἀγώνας μας εἶναι κοινός. Ὅλοι μαζὶ γιὰ τὸ ψωμὶ καὶ τὴ δουλειὰ καὶ ἐνάντια στὴ φασιστικὴ τρομοκρατία. — Μάς! Εἴσασθε ἄνθρωποι; Μᾶς ἀντέξατε τόσον καιρὸ μὲ λόγια. Κι ἐγὼ τί θὰ φάω αὔριο; Τὰ παιδιά μου κλαῖνε. Θὰ πάω στὸ ἐργοστάσιο, θὰ φωνάξω. Μεσήμβρι ἐνθυμοῦσαι αὐτοὶ οἱ κομμουνισταί. Ὅλες ὁ κόσμος στὸν ὄνειρο ἀκούει καὶ πάντα σε δουλειὰ. Αὐτοὶ πάντα ταιριάζουν, σκέφτονται καὶ τραγουδοῦν. Πῶς ζῆ κανεὶς χωρὶς ψωμί; Ἡ φωνὴ τῶν πεινασμένων ἀνεβαίνει σιγὰ σιγὰ καὶ γίνεται ὁ βρυχηθμὸς τῆς ἐργατιᾶς. — Αὐτό, κάτω, ἡ ἐπιτροπή! Ἀπαντοῦν οἱ σύντροφοι. Ὁ ἀγώνας μας εἶναι κοινός. Ὅλοι μαζὶ γιὰ τὸ ψωμὶ καὶ τὴ δουλειὰ καὶ ἐνάντια στὴ φασιστικὴ τρομοκρατία. bbox=[120, 103, 298, 1169]
signature-fymatikos: Φυματικός, καπνεργάτης bbox=[377, 1659, 506, 1671]
article-sosialfasistes: Γιὰ τὴν συγκέντρωση τῆς 5ης τοῦ Ἀπρίλη καὶ τὶς ἀπειλὲς τῆς ἀστυνομίας, συνεδρίασε τὸ Ἐργατικὸ Κέντρο. Οἱ σοσιαλφασίστες ἐπιχείρησαν νὰ ἐμποδίσουν τὴ διαδήλωση καὶ νὰ προδώσουν τοὺς ἐργάτες. Ἡ συνέλευση ὅμως ἀπέρριψε τὶς προτάσεις τους καὶ ἀποφάσισε τὴ συμμετοχὴ στὴν ἀπεργία. Τὸ ὄνομα τῶν ἐργατῶν ποὺ ὑπέγραψαν τὴν ἀπόφαση ἀναφέρεται στὸ ἐπίσημο δελτίο. Ὁ ἀγώνας συνεχίζεται ἐνάντια στὴ διάλυση τῶν συνδικάτων καὶ ἐνάντια στοὺς προδότες τῆς ἐργατικῆς τάξης. Γιὰ τὴν συγκέντρωση τῆς 5ης τοῦ Ἀπρίλη καὶ τὶς ἀπειλὲς τῆς ἀστυνομίας, συνεδρίασε τὸ Ἐργατικὸ Κέντρο. Οἱ σοσιαλφασίστες ἐπιχείρησαν νὰ ἐμποδίσουν τὴ διαδήλωση καὶ νὰ προδώσουν τοὺς ἐργάτες. Ἡ συνέλευση ὅμως ἀπέρριψε τὶς προτάσεις τους καὶ ἀποφάσισε τὴ συμμετοχὴ στὴν ἀπεργία. Τὸ ὄνομα τῶν ἐργατῶν ποὺ ὑπέγραψαν τὴν ἀπόφαση ἀναφέρεται στὸ ἐπίσημο δελτίο. Ὁ ἀγώνας συνεχίζεται ἐνάντια στὴ διάλυση τῶν συνδικάτων καὶ ἐνάντια στοὺς προδότες τῆς ἐργατικῆς τάξης. Γιὰ τὴν συγκέντρωση τῆς 5ης τοῦ Ἀπρίλη καὶ τὶς ἀπειλὲς τῆς ἀστυνομίας, συνεδρίασε τὸ Ἐργατικὸ Κέντρο. Οἱ σοσιαλφασίστες ἐπιχείρησαν νὰ ἐμποδίσουν τὴ διαδήλωση καὶ νὰ προδώσουν τοὺς ἐργάτες. Ἡ συνέλευση ὅμως ἀπέρριψε τὶς προτάσεις τους καὶ ἀποφάσισε τὴ συμμετοχὴ στὴν ἀπεργία. Τὸ ὄνομα τῶν ἐργατῶν ποὺ ὑπέγραψαν τὴν ἀπόφαση ἀναφέρεται στὸ ἐπίσημο δελτίο. Ὁ ἀγώνας συνεχίζεται ἐνάντια στὴ διάλυση τῶν συνδικάτων καὶ ἐνάντια στοὺς προδότες τῆς ἐργατικῆς τάξης. Γιὰ τὴν συγκέντρωση τῆς 5ης τοῦ Ἀπρίλη καὶ τὶς ἀπειλὲς τῆς ἀστυνομίας, συνεδρίασε τὸ Ἐργατικὸ Κέντρο. Οἱ σοσιαλφασίστες ἐπιχείρησαν νὰ ἐμποδίσουν τὴ διαδήλωση καὶ νὰ προδώσουν τοὺς ἐργάτες. Ἡ συνέλευση ὅμως ἀπέρριψε τὶς προτάσεις τους καὶ ἀποφάσισε τὴ συμμετοχὴ στὴν ἀπεργία. bbox=[306, 176, 506, 954]
subhead-efodereia: Η ΕΦΟΔΕΡΕΙΑ bbox=[1216, 785, 1308, 801]
signature-peiraias: Πειραιὰς, 6-5-31. bbox=[417, 2270, 506, 2282]
headline-sosialfasistes: ΟΙ ΣΟΣΙΑΛΦΑΣΙΣΤΕΣ ΣΤΟ ΕΡΓΑΤΙΚΟ ΚΕΝΤΡΟ ΤΗΣ ΘΕΣΣΑΛΟΝΙΚΗΣ bbox=[333, 124, 479, 164]
headline-exegerseis: ΕΞΕΓΕΡΣΕΙΣ bbox=[1414, 452, 1561, 480]
banner-klepsies: ΚΛΕΨΙΕΣ, ΝΟΘΕΙΕΣ, ΜΑΤΣΑΡΑΓΓΕΣ ΚΑΙ ΑΙΣΧΗ bbox=[534, 466, 1119, 497]
paper-name: ΡΙΖΟΣΠΑΣΤΗΣ bbox=[681, 45, 909, 70]
headline-syskepsi: ΣΥΣΚΕΨΗ ΕΠΙΣΤΙΣΤΩΝ ΑΘΗΝΩΝ bbox=[1179, 1144, 1345, 1178]
subhead-pyrpoliseis: ΚΑΙ ΑΛΛΕΣ ΠΥΡΠΟΛΗΣΕΙΣ bbox=[1179, 560, 1345, 576]
subhead-idiaiteri: ΙΔΙΑΙΤΕΡΗ ΥΠΗΡΕΣΙΑ ΤΟΥ «ΡΙΖΟΣΠΑΣΤΗ» bbox=[1174, 262, 1377, 273]
subhead-epithesi-ochyrou: Η ΕΠΙΘΕΣΗ ΚΑΤΑ ΤΟΥ ΟΧΥΡΟΥ ΜΟΓΚΟΥΙΤΣ bbox=[1163, 441, 1361, 472]
subhead-chrysofylaki: ΑΠΟ ΧΡΥΣΤΟΦΥΛΛΑΚΗ ΕΚΛΕΞΕΙ bbox=[541, 934, 690, 965]
headline-allilografia: ΑΛΛΗΛΟΓΡΑΦΙΑ bbox=[149, 1881, 269, 1899]
subhead-kavala: ΣΤΗΝ ΚΑΒΑΛΑ ΠΡΟΣ ΚΑΤΑΝΙΚΗ ΚΑΠΝΕΡΓΑΤΙΚΟΥ ΣΥΝΑΛΛΑΚΤΗΡΙΟΥ bbox=[1386, 994, 1589, 1040]
headline-sidirodromikoi: ΟΙ ΣΥΝΕΛΕΥΣΕΙΣ ΤΩΝ ΣΙΔΗΡΟΔΡΟΜΙΚΩΝ bbox=[1193, 1025, 1331, 1055]
headline-poulimenos: ΠΟΥΛΗΜΕΝΟΣ ΚΑΙ ΧΑΦΙΕΣ bbox=[145, 1197, 273, 1229]
headline-kinisi: Η ΚΙΝΗΣΗ ΤΩΝ ΣΥΝΔΙΚΑΤΩΝ bbox=[514, 1392, 823, 1411]
signature-orfeas: ΟΡΦΕΑΣ ΟΙΚΟΝΟΜΙΔΗΣ bbox=[120, 2210, 265, 2223]
subhead-monternismeni: ΜΟΝΤΕΡΝΙΣΜΕΝΗ ΜΕΘΟΔΟΣ bbox=[945, 852, 1130, 868]
